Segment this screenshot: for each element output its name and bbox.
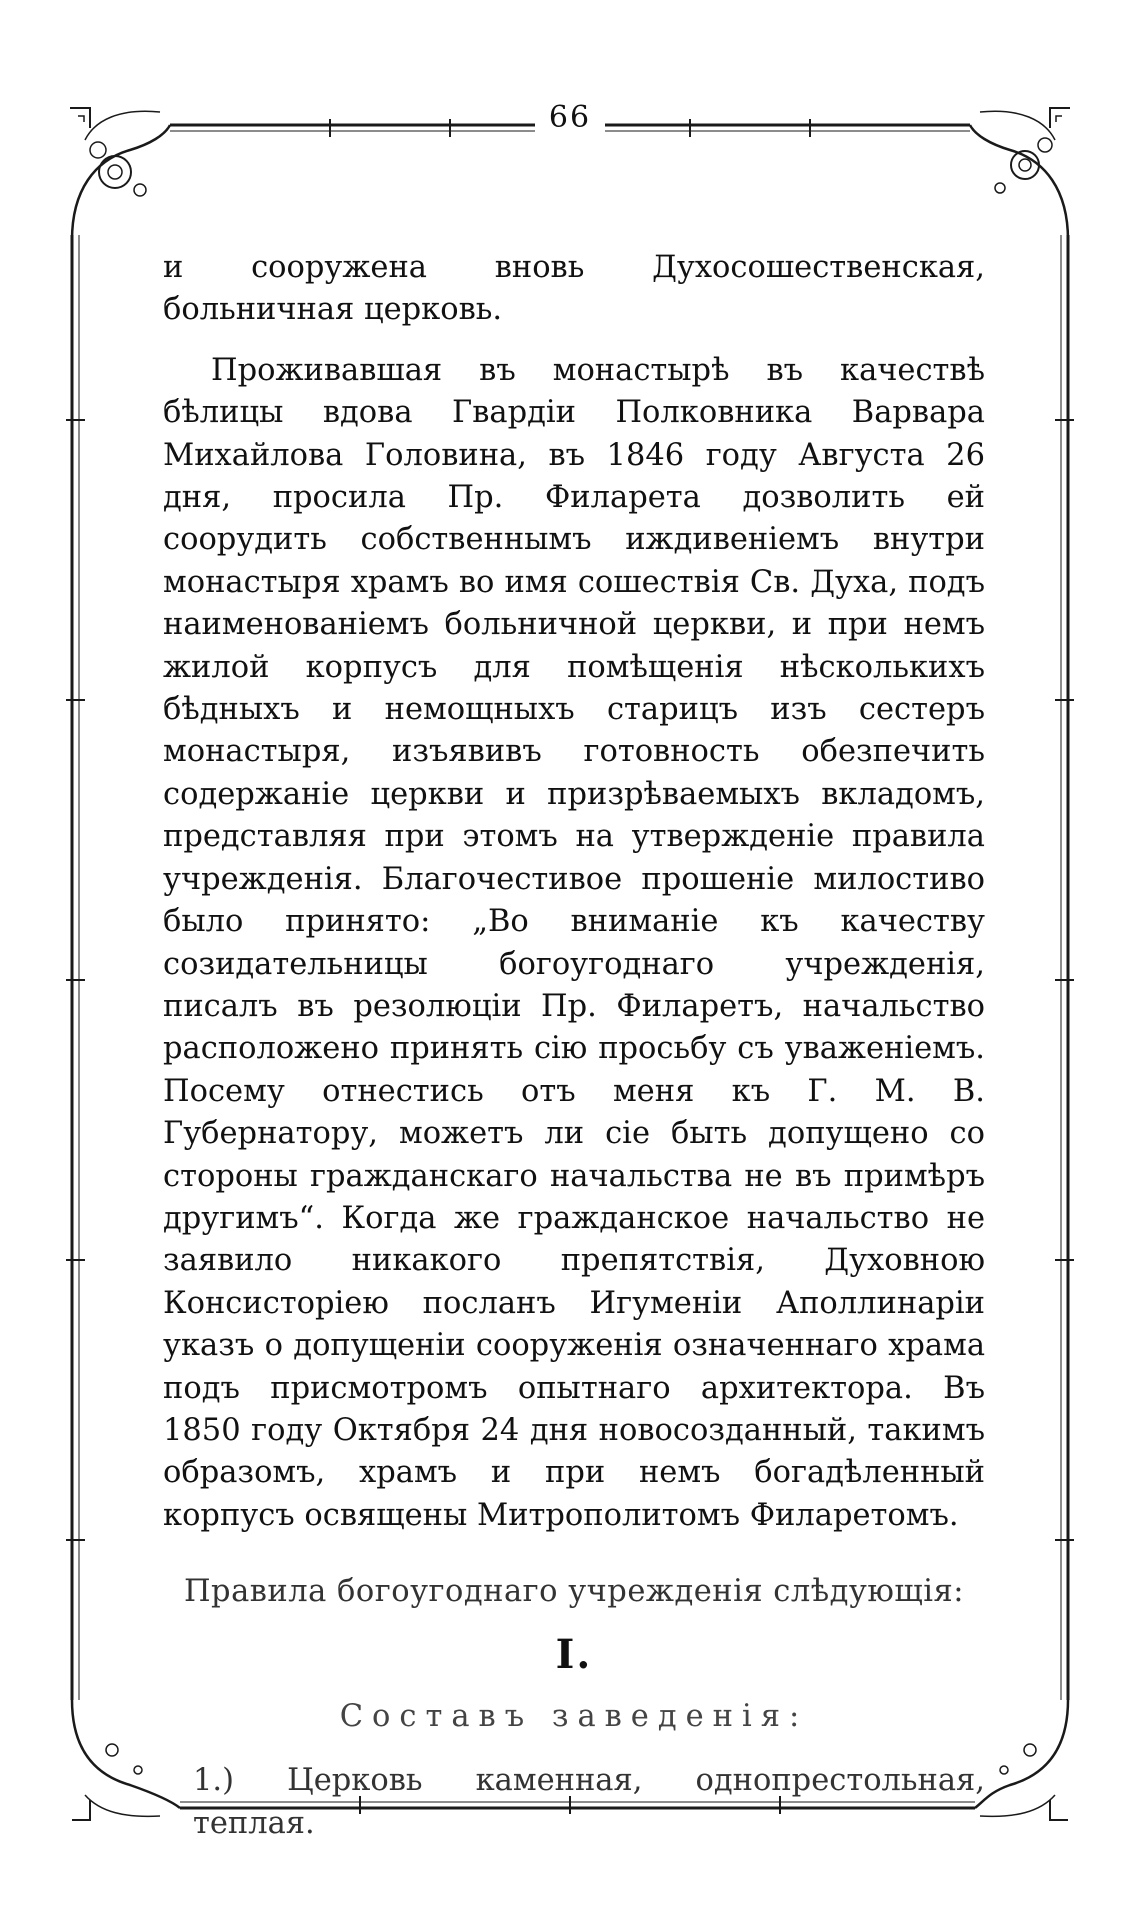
corner-ornament-top-right [970,108,1070,240]
page-body [163,247,985,1845]
rules-intro: Правила богоугоднаго учрежденія слѣдующія: [183,1574,965,1610]
list-item: 1.) Церковь каменная, однопрестольная, теплая. [193,1763,985,1841]
corner-ornament-bottom-right [975,1700,1068,1820]
section-numeral: I. [555,1630,593,1678]
corner-ornament-top-left [70,108,170,240]
page-number: 66 [540,100,600,135]
continuation-paragraph: и сооружена вновь Духосошественская, больничная церковь. [163,250,985,328]
section-title: Составъ заведенія: [339,1699,809,1734]
main-paragraph: Проживавшая въ монастырѣ въ качествѣ бѣлицы вдова Гвардіи Полковника Варвара Михайлова Головина, въ 1846 году Августа 26 дня, просила Пр. Филарета дозволить ей соорудить собственнымъ иждивеніемъ внутри монастыря храмъ во имя сошествія Св. Духа, подъ наименованіемъ больничной церкви, и при немъ жилой корпусъ для помѣщенія нѣсколькихъ бѣдныхъ и немощныхъ старицъ изъ сестеръ монастыря, изъявивъ готовность обезпечить содержаніе церкви и призрѣваемыхъ вкладомъ, представляя при этомъ на утвержденіе правила учрежденія. Благочестивое прошеніе милостиво было принято: „Во вниманіе къ качеству созидательницы богоугоднаго учрежденія, писалъ въ резолюціи Пр. Филаретъ, начальство расположено принять сію просьбу съ уваженіемъ. Посему отнестись отъ меня къ Г. М. В. Губернатору, можетъ ли сіе быть допущено со стороны гражданскаго начальства не въ примѣръ другимъ“. Когда же гражданское начальство не заявило никакого препятствія, Духовною Консисторіею посланъ Игуменіи Аполлинаріи указъ о допущеніи сооруженія означеннаго храма подъ присмотромъ опытнаго архитектора. Въ 1850 году Октября 24 дня новосозданный, такимъ образомъ, храмъ и при немъ богадѣленный корпусъ освящены Митрополитомъ Филаретомъ. [163,352,985,1533]
